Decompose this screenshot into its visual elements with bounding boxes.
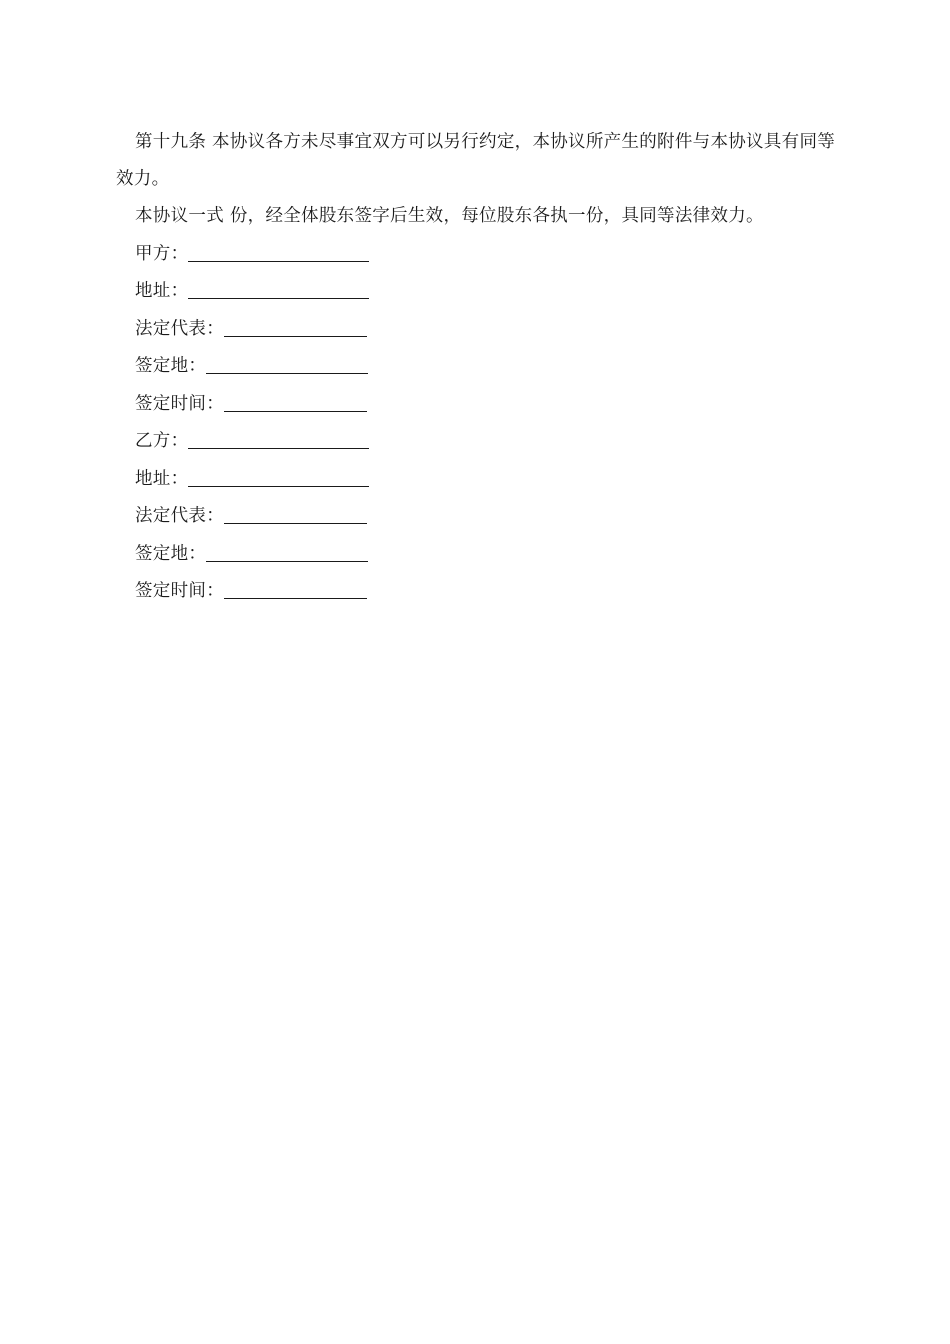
copies-clause-paragraph: 本协议一式 份，经全体股东签字后生效，每位股东各执一份，具同等法律效力。 — [135, 206, 764, 226]
party-b-date-blank — [224, 597, 367, 599]
party-b-date-label: 签定时间： — [135, 581, 224, 601]
party-a-name-blank — [188, 260, 369, 262]
clause-19-paragraph: 第十九条 本协议各方未尽事宜双方可以另行约定，本协议所产生的附件与本协议具有同等效力。 — [116, 132, 836, 189]
party-a-representative-blank — [224, 335, 367, 337]
party-a-name-label: 甲方： — [135, 243, 189, 264]
party-b-place-blank — [206, 560, 368, 562]
party-a-address-label: 地址： — [135, 281, 189, 301]
party-b-address-blank — [188, 485, 369, 487]
party-a-representative-field — [116, 310, 836, 348]
party-b-name-label: 乙方： — [135, 431, 189, 451]
party-a-name-field — [116, 235, 836, 273]
party-a-date-field — [116, 385, 836, 423]
party-b-address-field — [116, 460, 836, 498]
party-a-place-field — [116, 348, 836, 386]
party-a-place-blank — [206, 372, 368, 374]
party-b-representative-field — [116, 498, 836, 536]
party-b-place-field — [116, 535, 836, 573]
party-b-date-field — [116, 573, 836, 611]
party-a-address-field — [116, 273, 836, 311]
document-body — [116, 124, 836, 610]
party-a-address-blank — [188, 297, 369, 299]
party-a-date-blank — [224, 410, 367, 412]
party-b-representative-blank — [224, 522, 367, 524]
party-b-name-field — [116, 423, 836, 461]
party-b-name-blank — [188, 447, 369, 449]
party-a-representative-label: 法定代表： — [135, 318, 224, 339]
party-a-date-label: 签定时间： — [135, 393, 224, 414]
party-b-place-label: 签定地： — [135, 543, 207, 564]
party-a-place-label: 签定地： — [135, 356, 207, 376]
party-b-representative-label: 法定代表： — [135, 506, 224, 526]
party-b-address-label: 地址： — [135, 468, 189, 489]
